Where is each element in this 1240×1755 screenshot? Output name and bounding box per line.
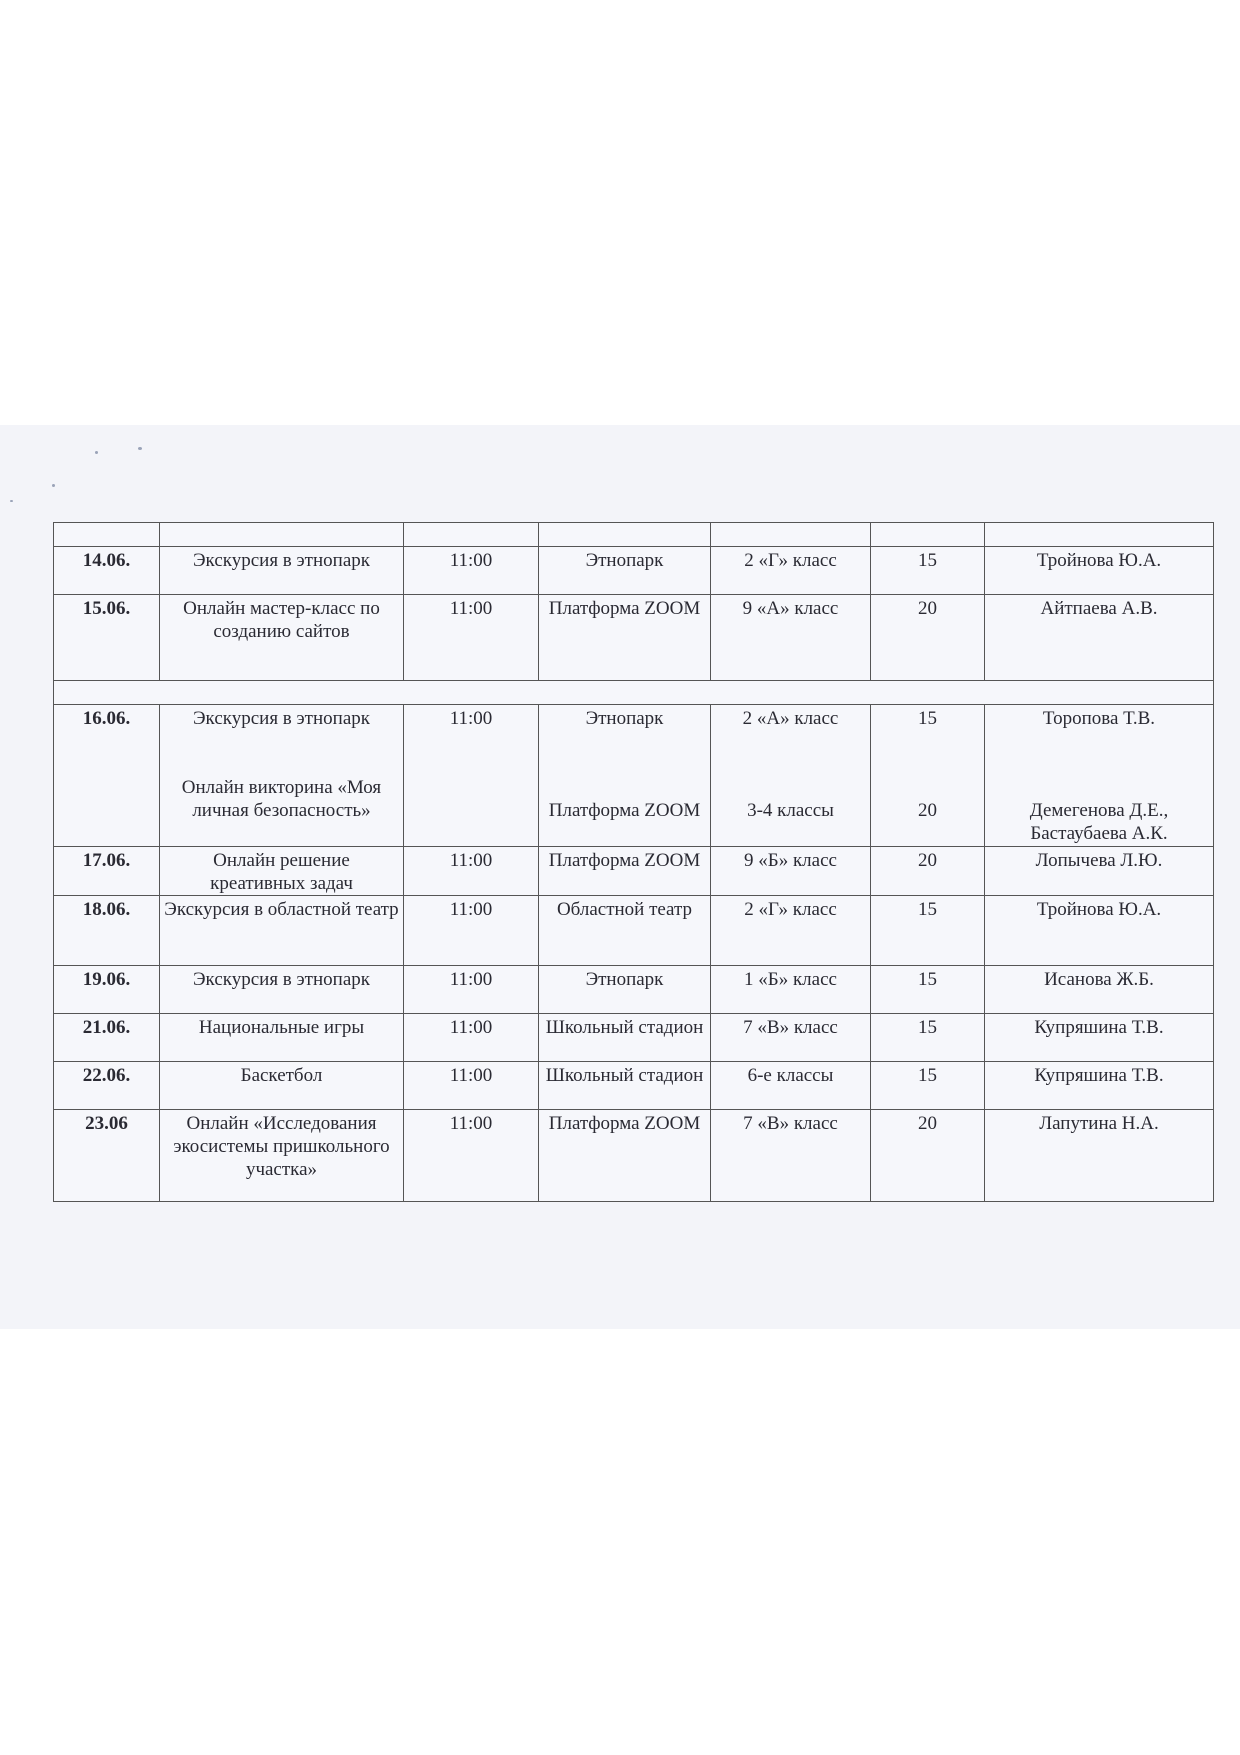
event-cell: Экскурсия в этнопарк bbox=[160, 547, 404, 595]
count-cell: 15 bbox=[871, 1014, 985, 1062]
header-cell bbox=[160, 523, 404, 547]
event-cell: Онлайн «Исследования экосистемы пришкольного участка» bbox=[160, 1110, 404, 1202]
date-cell: 18.06. bbox=[54, 896, 160, 966]
place-cell: Областной театр bbox=[539, 896, 711, 966]
time-cell: 11:00 bbox=[404, 847, 539, 896]
participants-line: 3-4 классы bbox=[747, 800, 834, 821]
participants-cell: 2 «Г» класс bbox=[711, 896, 871, 966]
table-row bbox=[54, 1062, 1214, 1110]
date-cell: 23.06 bbox=[54, 1110, 160, 1202]
responsible-cell: Купряшина Т.В. bbox=[985, 1062, 1214, 1110]
place-cell: Школьный стадион bbox=[539, 1014, 711, 1062]
table-row bbox=[54, 547, 1214, 595]
responsible-cell: Лапутина Н.А. bbox=[985, 1110, 1214, 1202]
responsible-cell bbox=[985, 705, 1214, 847]
place-cell: Платформа ZOOM bbox=[539, 595, 711, 681]
count-cell: 15 bbox=[871, 896, 985, 966]
date-cell: 17.06. bbox=[54, 847, 160, 896]
header-cell bbox=[711, 523, 871, 547]
time-cell: 11:00 bbox=[404, 1062, 539, 1110]
table-row bbox=[54, 896, 1214, 966]
responsible-cell: Купряшина Т.В. bbox=[985, 1014, 1214, 1062]
responsible-cell: Тройнова Ю.А. bbox=[985, 547, 1214, 595]
participants-cell: 6-е классы bbox=[711, 1062, 871, 1110]
date-cell: 21.06. bbox=[54, 1014, 160, 1062]
participants-line: 2 «А» класс bbox=[742, 708, 839, 729]
place-line: Этнопарк bbox=[585, 708, 664, 729]
spacer-cell bbox=[54, 681, 1214, 705]
time-cell: 11:00 bbox=[404, 896, 539, 966]
event-cell bbox=[160, 705, 404, 847]
participants-cell bbox=[711, 705, 871, 847]
participants-cell: 2 «Г» класс bbox=[711, 547, 871, 595]
event-cell: Баскетбол bbox=[160, 1062, 404, 1110]
date-cell: 19.06. bbox=[54, 966, 160, 1014]
count-cell: 15 bbox=[871, 966, 985, 1014]
count-cell: 15 bbox=[871, 547, 985, 595]
place-cell: Платформа ZOOM bbox=[539, 1110, 711, 1202]
count-cell: 20 bbox=[871, 595, 985, 681]
count-cell bbox=[871, 705, 985, 847]
place-cell: Платформа ZOOM bbox=[539, 847, 711, 896]
time-cell: 11:00 bbox=[404, 966, 539, 1014]
table-row bbox=[54, 847, 1214, 896]
participants-cell: 9 «А» класс bbox=[711, 595, 871, 681]
table-row bbox=[54, 595, 1214, 681]
date-cell: 16.06. bbox=[54, 705, 160, 847]
time-cell: 11:00 bbox=[404, 547, 539, 595]
responsible-cell: Айтпаева А.В. bbox=[985, 595, 1214, 681]
spacer-row bbox=[54, 681, 1214, 705]
event-cell: Онлайн мастер-класс по созданию сайтов bbox=[160, 595, 404, 681]
responsible-cell: Исанова Ж.Б. bbox=[985, 966, 1214, 1014]
place-cell: Школьный стадион bbox=[539, 1062, 711, 1110]
header-cell bbox=[404, 523, 539, 547]
table-row bbox=[54, 1014, 1214, 1062]
header-cell bbox=[539, 523, 711, 547]
date-cell: 14.06. bbox=[54, 547, 160, 595]
table-row bbox=[54, 966, 1214, 1014]
table-row bbox=[54, 1110, 1214, 1202]
event-cell: Онлайн решение креативных задач bbox=[160, 847, 404, 896]
time-cell: 11:00 bbox=[404, 705, 539, 847]
date-cell: 15.06. bbox=[54, 595, 160, 681]
count-line: 15 bbox=[918, 708, 937, 729]
count-line: 20 bbox=[918, 800, 937, 821]
event-cell: Экскурсия в этнопарк bbox=[160, 966, 404, 1014]
participants-cell: 9 «Б» класс bbox=[711, 847, 871, 896]
participants-cell: 7 «В» класс bbox=[711, 1014, 871, 1062]
place-cell bbox=[539, 705, 711, 847]
header-cell bbox=[985, 523, 1214, 547]
participants-cell: 7 «В» класс bbox=[711, 1110, 871, 1202]
event-line: Онлайн викторина «Моя личная безопасность» bbox=[181, 777, 382, 821]
participants-cell: 1 «Б» класс bbox=[711, 966, 871, 1014]
event-cell: Национальные игры bbox=[160, 1014, 404, 1062]
place-cell: Этнопарк bbox=[539, 966, 711, 1014]
count-cell: 15 bbox=[871, 1062, 985, 1110]
count-cell: 20 bbox=[871, 847, 985, 896]
header-cell bbox=[54, 523, 160, 547]
header-cell bbox=[871, 523, 985, 547]
date-cell: 22.06. bbox=[54, 1062, 160, 1110]
time-cell: 11:00 bbox=[404, 1014, 539, 1062]
responsible-cell: Лопычева Л.Ю. bbox=[985, 847, 1214, 896]
count-cell: 20 bbox=[871, 1110, 985, 1202]
schedule-table bbox=[53, 522, 1214, 1202]
event-line: Экскурсия в этнопарк bbox=[193, 708, 370, 729]
event-cell: Экскурсия в областной театр bbox=[160, 896, 404, 966]
table-header-row bbox=[54, 523, 1214, 547]
time-cell: 11:00 bbox=[404, 1110, 539, 1202]
time-cell: 11:00 bbox=[404, 595, 539, 681]
place-line: Платформа ZOOM bbox=[548, 800, 701, 821]
responsible-line: Торопова Т.В. bbox=[1042, 708, 1156, 729]
responsible-line: Демегенова Д.Е., Бастаубаева А.К. bbox=[1029, 800, 1169, 844]
responsible-cell: Тройнова Ю.А. bbox=[985, 896, 1214, 966]
table-row bbox=[54, 705, 1214, 847]
place-cell: Этнопарк bbox=[539, 547, 711, 595]
